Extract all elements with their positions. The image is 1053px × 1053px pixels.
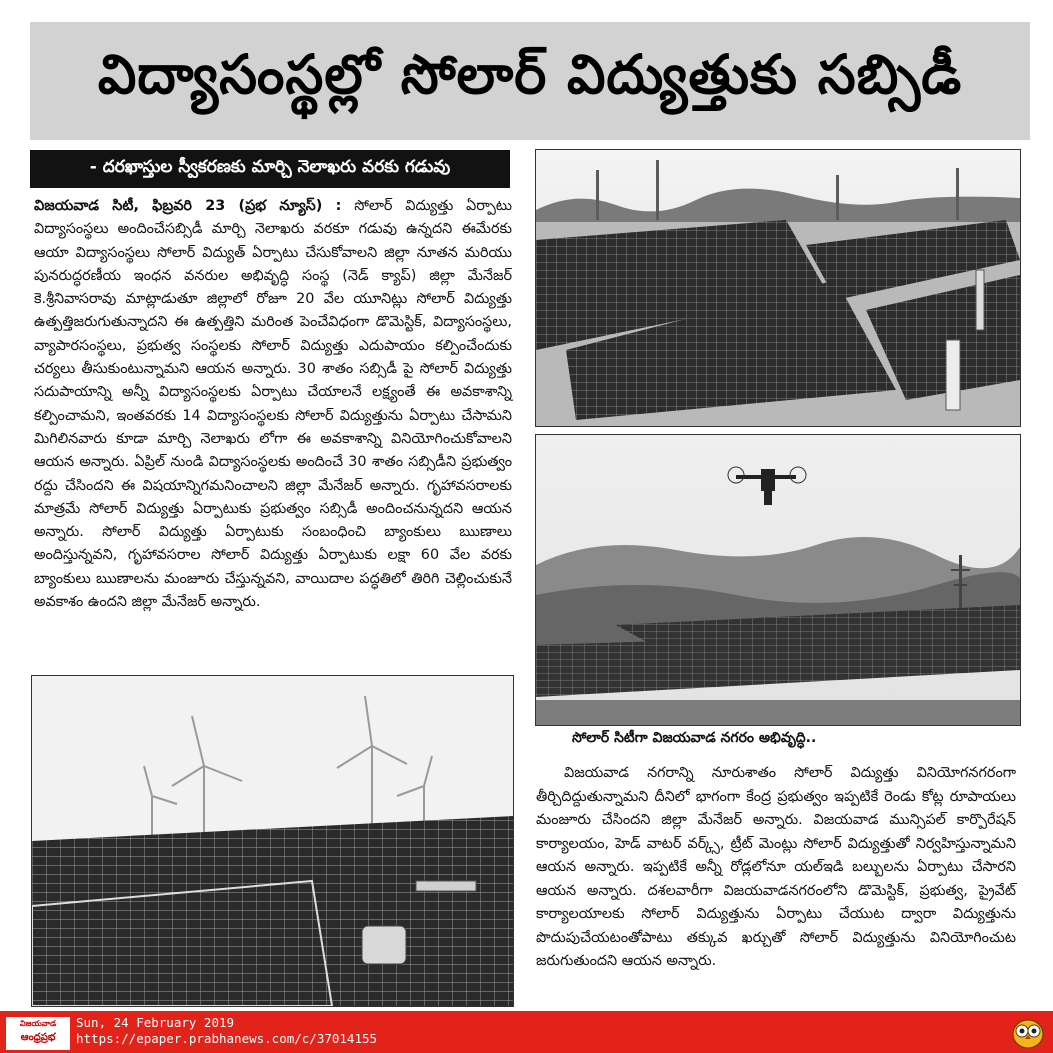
main-article bbox=[34, 195, 512, 614]
wind-turbines-solar-photo bbox=[31, 675, 514, 1007]
solar-panels-illustration bbox=[536, 150, 1020, 426]
wind-turbines-illustration bbox=[32, 676, 513, 1006]
edition-date: Sun, 24 February 2019 bbox=[76, 1015, 235, 1030]
solar-panels-photo bbox=[535, 149, 1021, 427]
logo-masthead: ఆంధ్రప్రభ bbox=[20, 1032, 56, 1043]
photo-caption: సోలార్ సిటీగా విజయవాడ నగరం అభివృద్ధి.. bbox=[572, 730, 817, 746]
footer-meta bbox=[76, 1015, 377, 1047]
article-body: సోలార్ విద్యుత్తు ఏర్పాటు విద్యాసంస్థలు అందించేసబ్సిడీ మార్చి నెలాఖరు వరకూ గడువు ఉన్నదని ఈమేరకు ఆయా విద్యాసంస్థలు సోలార్ విద్యుత్ ఏర్పాటు చేసుకోవాలని జిల్లా నూతన మరియు పునరుద్ధరణీయ ఇంధన వనరుల అభివృద్ధి సంస్థ (నెడ్ క్యాప్) జిల్లా మేనేజర్ కె.శ్రీనివాసరావు మాట్లాడుతూ జిల్లాలో రోజూ 20 వేల యూనిట్లు సోలార్ విద్యుత్తు ఉత్పత్తిజరుగుతున్నాదని ఈ ఉత్పత్తిని మరింత పెంచేవిధంగా డొమెస్టిక్, విద్యాసంస్థలు, వ్యాపారసంస్థలు, ప్రభుత్వ సంస్థలకు సోలార్ విద్యుత్తు ఎదుపాయం కల్పించేందుకు చర్యలు తీసుకుంటున్నామని ఆయన అన్నారు. 30 శాతం సబ్సిడీ పై సోలార్ విద్యుత్తు సదుపాయాన్ని అన్నీ విద్యాసంస్థలకు ఏర్పాటు చేయాలనే లక్ష్యంతే ఈ అవకాశాన్ని కల్పించామని, ఇంతవరకు 14 విద్యాసంస్థలకు సోలార్ విద్యుత్తును ఏర్పాటు చేసామని మిగిలినవారు కూడా మార్చి నెలాఖరు లోగా ఈ అవకాశాన్ని వినియోగించుకోవాలని ఆయన అన్నారు. ఏప్రిల్ నుండి విద్యాసంస్థలకు అందించే 30 శాతం సబ్సిడీని ప్రభుత్వం రద్దు చేసిందని ఈ విషయాన్నిగమనించాలని జిల్లా మేనేజర్ అన్నారు. గృహావసరాలకు మాత్రమే సోలార్ విద్యుత్తు ఏర్పాటుకు ప్రభుత్వం సబ్సిడీ అందించనున్నదని ఆయన అన్నారు. సోలార్ విద్యుత్తు ఏర్పాటుకు సంబంధించి బ్యాంకులు ఋణాలు అందిస్తున్నవని, గృహావసరాల సోలార్ విద్యుత్తు ఏర్పాటుకు లక్షా 60 వేల వరకు బ్యాంకులు ఋణాలను మంజూరు చేస్తున్నవని, వాయిదాల పద్ధతిలో తిరిగి చెల్లించుకునే అవకాశం ఉందని జిల్లా మేనేజర్ అన్నారు. bbox=[34, 198, 512, 611]
article-paragraph bbox=[34, 195, 512, 614]
secondary-article-body: విజయవాడ నగరాన్ని నూరుశాతం సోలార్ విద్యుత్తు వినియోగనగరంగా తీర్చిదిద్దుతున్నామని దీనిలో భాగంగా కేంద్ర ప్రభుత్వం ఇప్పటికే రెండు కోట్ల రూపాయలు మంజూరు చేసిందని జిల్లా మేనేజర్ అన్నారు. విజయవాడ మున్సిపల్ కార్పొరేషన్ కార్యాలయం, హెడ్ వాటర్ వర్క్స్, ట్రీట్ మెంట్లు సోలార్ విద్యుత్తుతో నిర్వహిస్తున్నామని ఆయన అన్నారు. ఇప్పటికే అన్నీ రోడ్లలోనూ యల్ఇడి బల్బులను ఏర్పాటు చేసారని ఆయన అన్నారు. దశలవారీగా విజయవాడనగరంలోని డొమెస్టిక్, ప్రభుత్వ, ప్రైవేట్ కార్యాలయాలకు సోలార్ విద్యుత్తును ఏర్పాటు చేయుట ద్వారా విద్యుత్తును పొదుపుచేయటంతోపాటు తక్కువ ఖర్చుతో సోలార్ విద్యుత్తును వినియోగించుట జరుగుతుందని ఆయన అన్నారు. bbox=[536, 765, 1016, 969]
subheadline-text: - దరఖాస్తుల స్వీకరణకు మార్చి నెలాఖరు వరకు గడువు bbox=[89, 157, 451, 177]
footer-bar bbox=[0, 1011, 1053, 1053]
owl-mascot-icon bbox=[1010, 1015, 1046, 1049]
secondary-article bbox=[536, 762, 1016, 974]
headline-banner bbox=[30, 22, 1030, 140]
drone-solar-farm-photo bbox=[535, 434, 1021, 726]
logo-edition: విజయవాడ bbox=[19, 1019, 57, 1028]
drone-solar-illustration bbox=[536, 435, 1020, 725]
subheadline bbox=[30, 150, 510, 188]
headline-text: విద్యాసంస్థల్లో సోలార్ విద్యుత్తుకు సబ్సిడీ bbox=[97, 42, 963, 106]
epaper-link[interactable]: https://epaper.prabhanews.com/c/37014155 bbox=[76, 1031, 378, 1046]
dateline: విజయవాడ సిటీ, ఫిబ్రవరి 23 (ప్రభ న్యూస్) : bbox=[34, 198, 342, 214]
newspaper-logo[interactable] bbox=[6, 1017, 70, 1050]
